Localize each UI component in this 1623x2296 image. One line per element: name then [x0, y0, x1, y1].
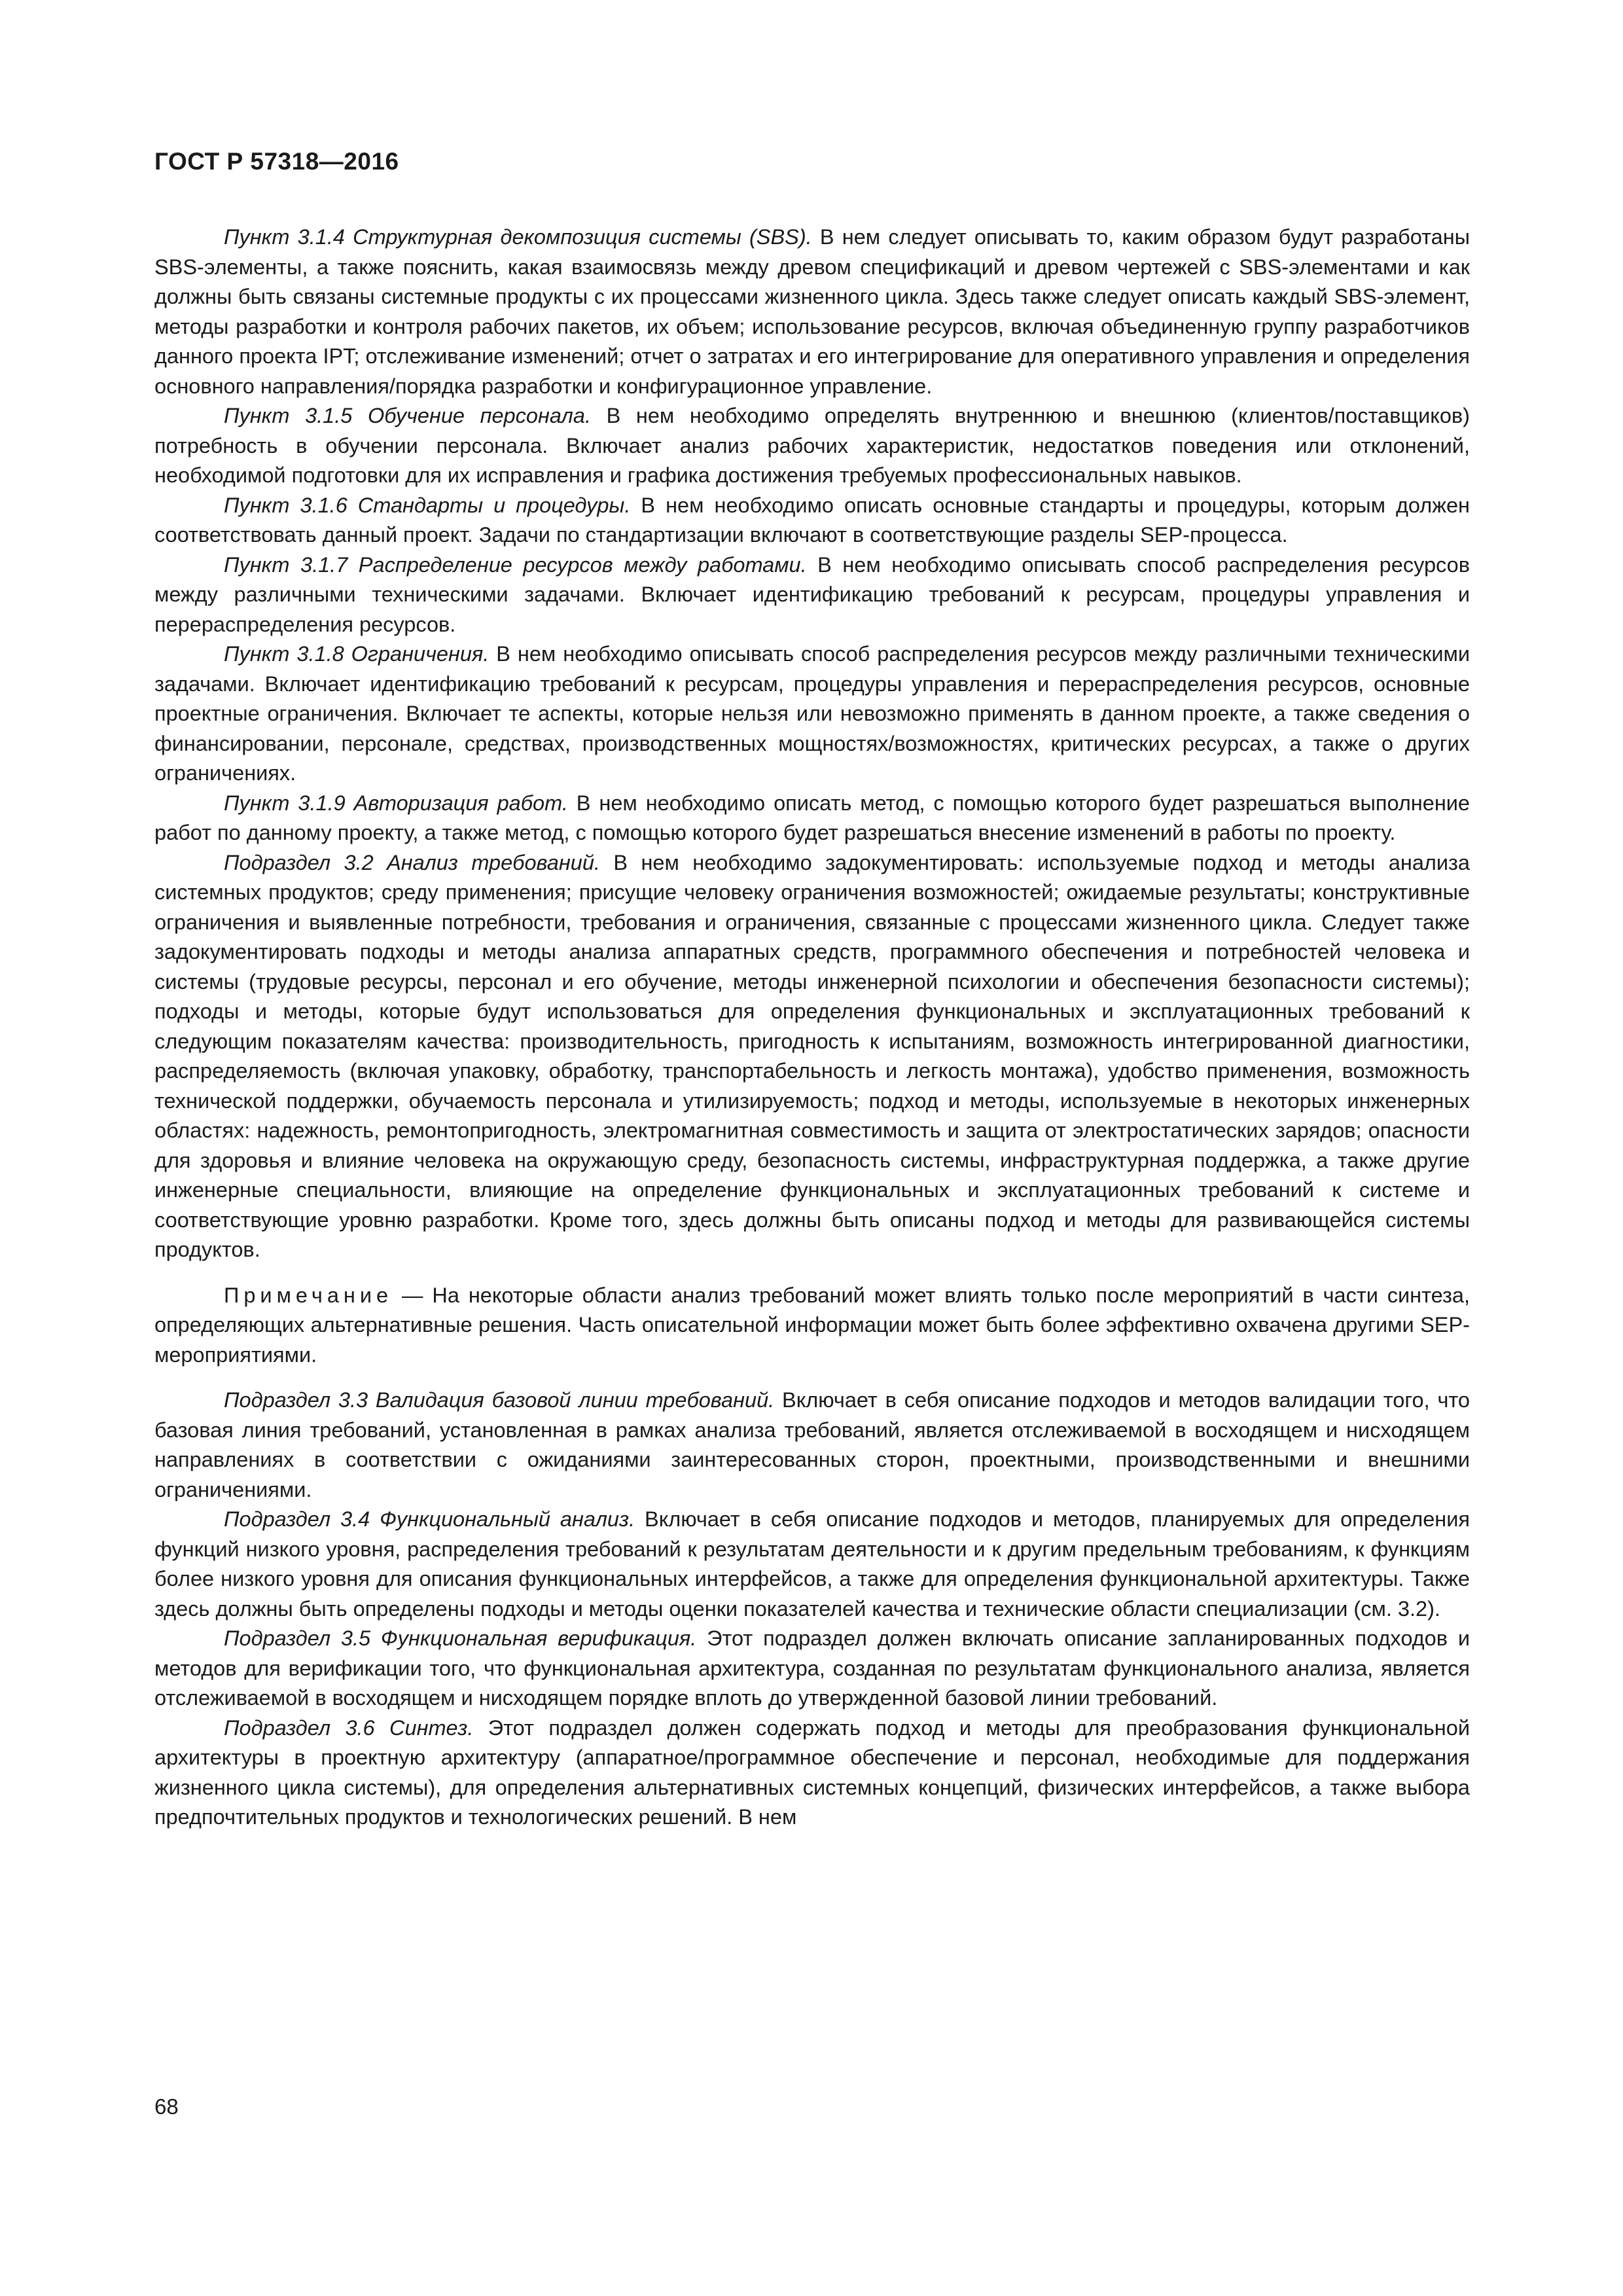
paragraph-3-3: [154, 1386, 1470, 1505]
paragraph-3-1-4: [154, 223, 1470, 401]
paragraph-3-1-6: [154, 491, 1470, 550]
paragraph-text: В нем необходимо описывать способ распределения ресурсов между различными техническими задачами. Включает идентификацию требований к ресурсам, процедуры управления и перераспределения ресурсов, основные проектные ограничения. Включает те аспекты, которые нельзя или невозможно применять в данном проекте, а также сведения о финансировании, персонале, средствах, производственных мощностях/возможностях, критических ресурсах, а также о других ограничениях.: [154, 642, 1470, 785]
note-paragraph: [154, 1281, 1470, 1371]
paragraph-3-2: [154, 848, 1470, 1265]
note-text: — На некоторые области анализ требований может влиять только после мероприятий в части синтеза, определяющих альтернативные решения. Часть описательной информации может быть более эффективно охвачена другими SEP-мероприятиями.: [154, 1283, 1470, 1367]
note-label: Примечание: [224, 1283, 393, 1307]
paragraph-text: В нем необходимо определять внутреннюю и внешнюю (клиентов/поставщиков) потребность в обучении персонала. Включает анализ рабочих характеристик, недостатков поведения или отклонений, необходимой подготовки для их исправления и графика достижения требуемых профессиональных навыков.: [154, 404, 1470, 487]
document-header: ГОСТ Р 57318—2016: [154, 148, 399, 175]
paragraph-heading: Подраздел 3.4 Функциональный анализ.: [224, 1507, 635, 1531]
paragraph-heading: Пункт 3.1.4 Структурная декомпозиция системы (SBS).: [224, 225, 812, 249]
paragraph-3-1-8: [154, 639, 1470, 789]
paragraph-heading: Подраздел 3.5 Функциональная верификация.: [224, 1626, 697, 1650]
paragraph-heading: Пункт 3.1.7 Распределение ресурсов между работами.: [224, 552, 807, 577]
paragraph-3-1-7: [154, 550, 1470, 640]
paragraph-text: В нем необходимо задокументировать: используемые подход и методы анализа системных продуктов; среду применения; присущие человеку ограничения возможностей; ожидаемые результаты; конструктивные ограничения и выявленные потребности, требования и ограничения, связанные с процессами жизненного цикла. Следует также задокументировать подходы и методы анализа аппаратных средств, программного обеспечения и потребностей человека и системы (трудовые ресурсы, персонал и его обучение, методы инженерной психологии и обеспечения безопасности системы); подходы и методы, которые будут использоваться для определения функциональных и эксплуатационных требований к следующим показателям качества: производительность, пригодность к испытаниям, возможность интегрированной диагностики, распределяемость (включая упаковку, обработку, транспортабельность и легкость монтажа), удобство применения, возможность технической поддержки, обучаемость персонала и утилизируемость; подход и методы, используемые в некоторых инженерных областях: надежность, ремонтопригодность, электромагнитная совместимость и защита от электростатических зарядов; опасности для здоровья и влияние человека на окружающую среду, безопасность системы, инфраструктурная поддержка, а также другие инженерные специальности, влияющие на определение функциональных и эксплуатационных требований к системе и соответствующие уровню разработки. Кроме того, здесь должны быть описаны подход и методы для развивающейся системы продуктов.: [154, 850, 1470, 1261]
paragraph-text: Включает в себя описание подходов и методов валидации того, что базовая линия требований, установленная в рамках анализа требований, является отслеживаемой в восходящем и нисходящем направлениях в соответствии с ожиданиями заинтересованных сторон, проектными, производственными и внешними ограничениями.: [154, 1388, 1470, 1501]
paragraph-heading: Пункт 3.1.6 Стандарты и процедуры.: [224, 493, 631, 517]
paragraph-heading: Пункт 3.1.9 Авторизация работ.: [224, 791, 568, 815]
paragraph-text: Этот подраздел должен содержать подход и методы для преобразования функциональной архитектуры в проектную архитектуру (аппаратное/программное обеспечение и персонал, необходимые для поддержания жизненного цикла системы), для определения альтернативных системных концепций, физических интерфейсов, а также выбора предпочтительных продуктов и технологических решений. В нем: [154, 1715, 1470, 1829]
document-body: [154, 223, 1470, 1833]
paragraph-3-1-9: [154, 789, 1470, 848]
paragraph-3-5: [154, 1624, 1470, 1713]
paragraph-3-4: [154, 1505, 1470, 1624]
paragraph-heading: Подраздел 3.3 Валидация базовой линии требований.: [224, 1388, 775, 1412]
paragraph-heading: Подраздел 3.6 Синтез.: [224, 1715, 474, 1740]
page-number: 68: [154, 2094, 179, 2119]
paragraph-3-6: [154, 1713, 1470, 1833]
paragraph-text: В нем необходимо описывать способ распределения ресурсов между различными техническими задачами. Включает идентификацию требований к ресурсам, процедуры управления и перераспределения ресурсов.: [154, 552, 1470, 636]
paragraph-text: Включает в себя описание подходов и методов, планируемых для определения функций низкого уровня, распределения требований к результатам деятельности и к другим предельным требованиям, к функциям более низкого уровня для описания функциональных интерфейсов, а также для определения функциональной архитектуры. Также здесь должны быть определены подходы и методы оценки показателей качества и технические области специализации (см. 3.2).: [154, 1507, 1470, 1621]
paragraph-text: Этот подраздел должен включать описание запланированных подходов и методов для верификации того, что функциональная архитектура, созданная по результатам функционального анализа, является отслеживаемой в восходящем и нисходящем порядке вплоть до утвержденной базовой линии требований.: [154, 1626, 1470, 1710]
paragraph-text: В нем необходимо описать метод, с помощью которого будет разрешаться выполнение работ по данному проекту, а также метод, с помощью которого будет разрешаться внесение изменений в работы по проекту.: [154, 791, 1470, 844]
paragraph-text: В нем следует описывать то, каким образом будут разработаны SBS-элементы, а также пояснить, какая взаимосвязь между древом спецификаций и древом чертежей с SBS-элементами и как должны быть связаны системные продукты с их процессами жизненного цикла. Здесь также следует описать каждый SBS-элемент, методы разработки и контроля рабочих пакетов, их объем; использование ресурсов, включая объединенную группу разработчиков данного проекта IPT; отслеживание изменений; отчет о затратах и его интегрирование для оперативного управления и определения основного направления/порядка разработки и конфигурационное управление.: [154, 225, 1470, 398]
paragraph-heading: Подраздел 3.2 Анализ требований.: [224, 850, 600, 874]
paragraph-text: В нем необходимо описать основные стандарты и процедуры, которым должен соответствовать данный проект. Задачи по стандартизации включают в соответствующие разделы SEP-процесса.: [154, 493, 1470, 547]
paragraph-heading: Пункт 3.1.8 Ограничения.: [224, 642, 490, 666]
paragraph-3-1-5: [154, 401, 1470, 491]
paragraph-heading: Пункт 3.1.5 Обучение персонала.: [224, 404, 591, 427]
